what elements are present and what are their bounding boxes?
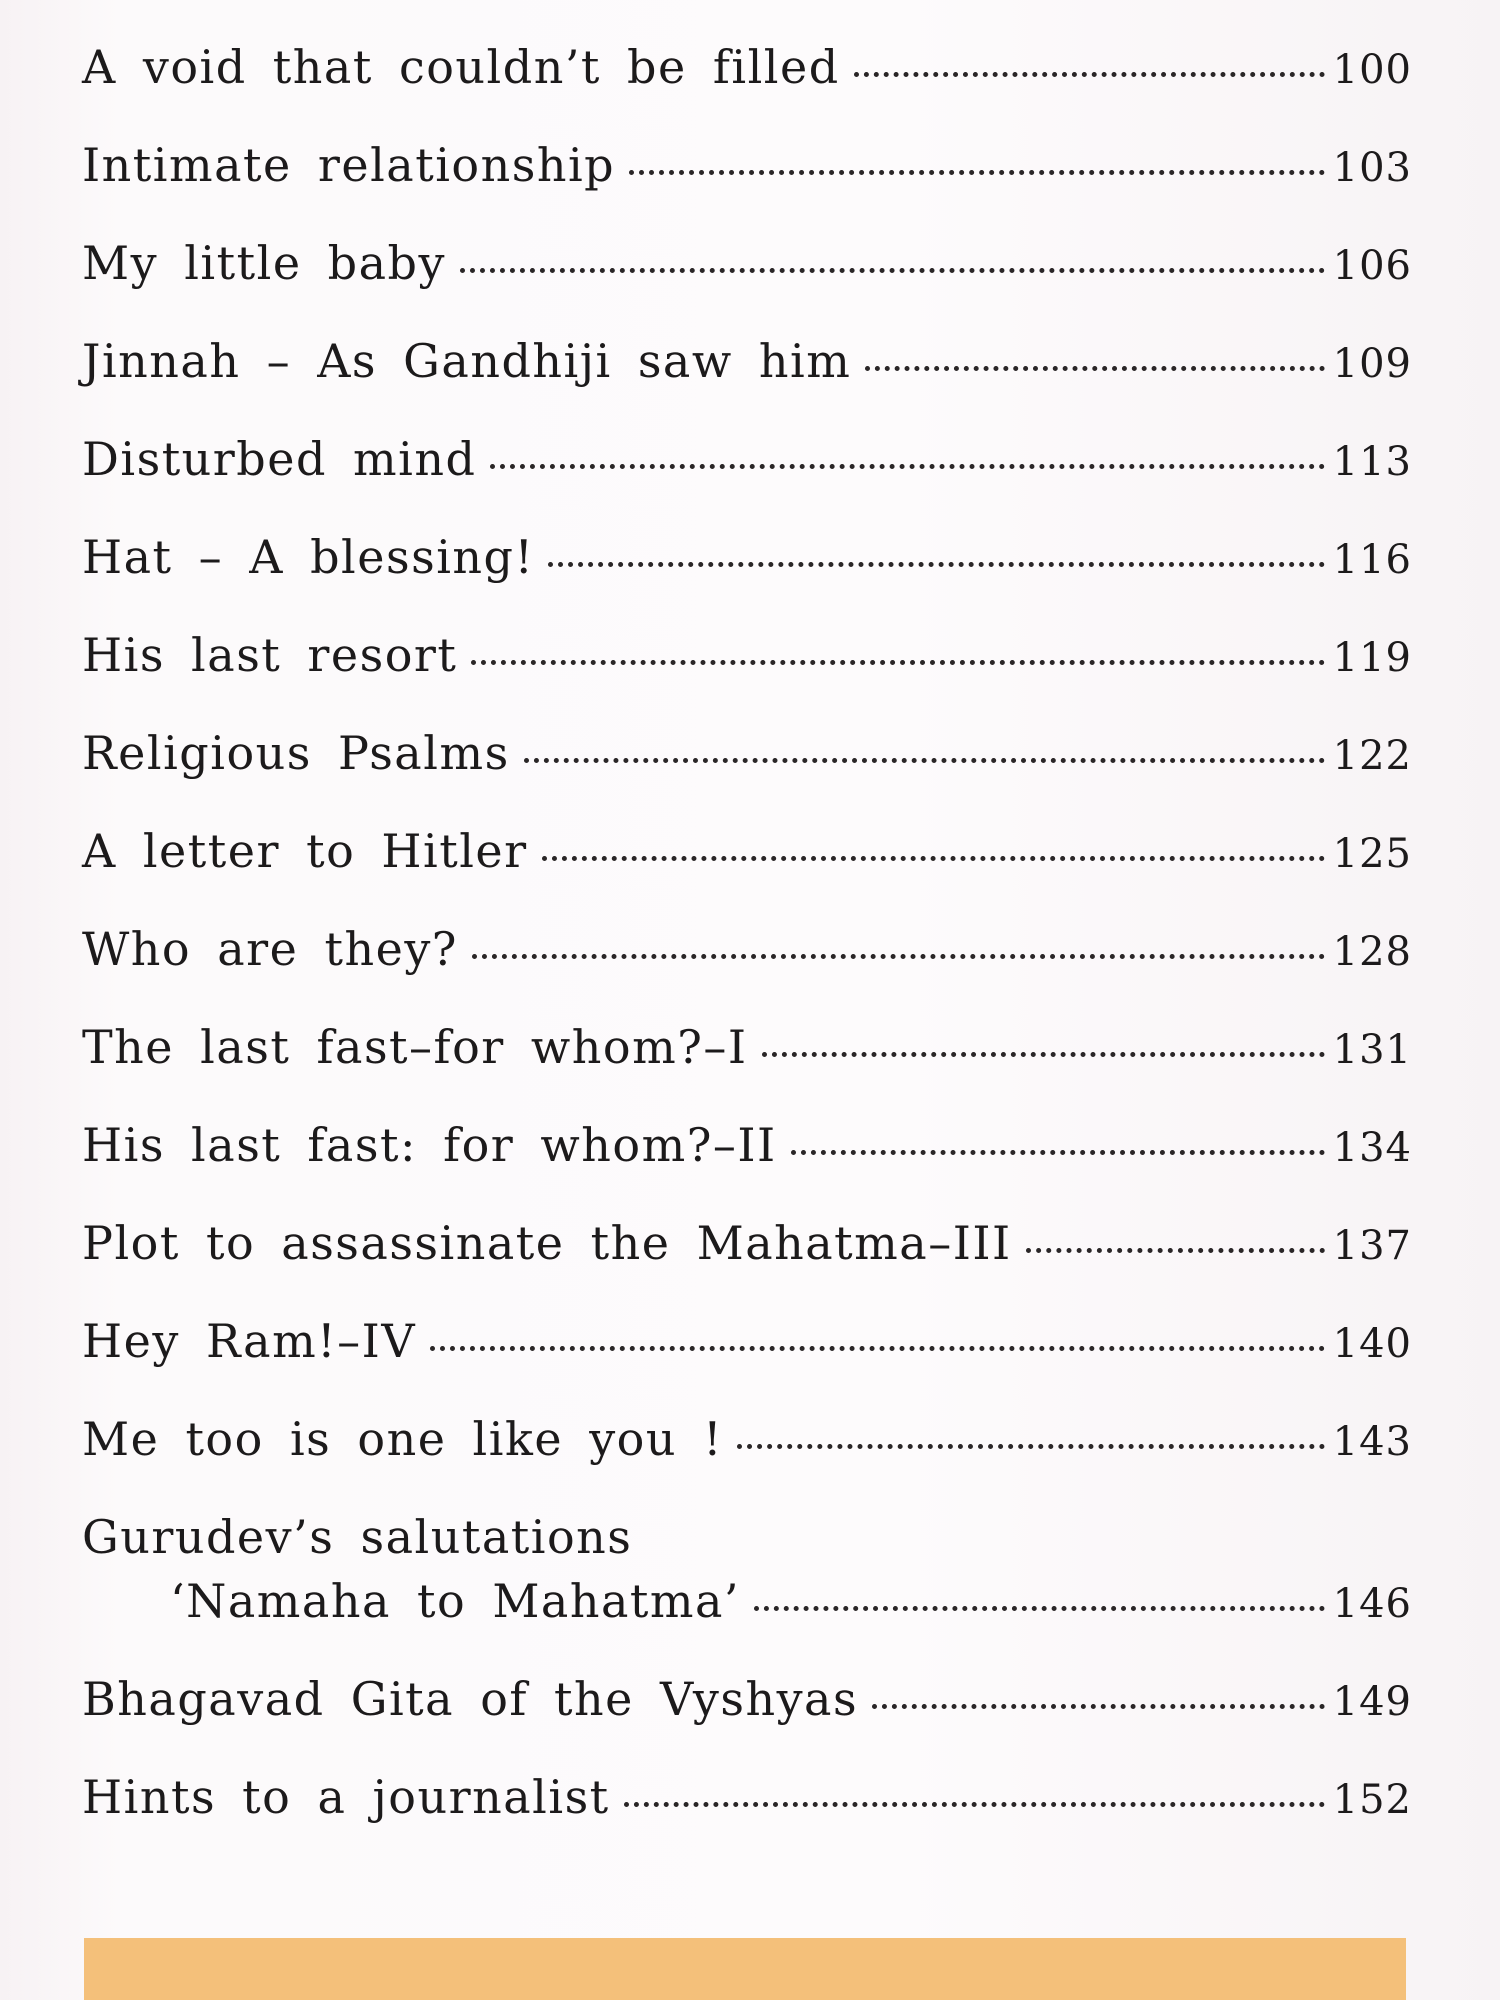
toc-entry-page: 131 xyxy=(1332,1027,1412,1073)
toc-entry-page: 116 xyxy=(1332,537,1412,583)
dot-leader xyxy=(865,366,1324,371)
toc-entry xyxy=(82,1216,1412,1286)
dot-leader xyxy=(471,660,1324,665)
toc-entry xyxy=(82,1118,1412,1188)
toc-entry-title: Religious Psalms xyxy=(82,726,510,780)
dot-leader xyxy=(737,1444,1325,1449)
toc-entry-title: The last fast–for whom?–I xyxy=(82,1020,748,1074)
toc-entry xyxy=(82,40,1412,110)
toc-entry xyxy=(82,1314,1412,1384)
toc-entry xyxy=(82,334,1412,404)
dot-leader xyxy=(872,1704,1325,1709)
toc-entry-page: 100 xyxy=(1332,47,1412,93)
toc-entry-title: Who are they? xyxy=(82,922,458,976)
dot-leader xyxy=(624,1802,1325,1807)
toc-entry-title: Me too is one like you ! xyxy=(82,1412,724,1466)
toc-entry-page: 122 xyxy=(1332,733,1412,779)
toc-entry-page: 143 xyxy=(1332,1419,1412,1465)
toc-entry xyxy=(82,726,1412,796)
toc-entry-page: 113 xyxy=(1332,439,1412,485)
toc-entry-page: 125 xyxy=(1332,831,1412,877)
toc-entry-title: Disturbed mind xyxy=(82,432,477,486)
dot-leader xyxy=(542,856,1325,861)
toc-entry-title: Intimate relationship xyxy=(82,138,616,192)
toc-entry-page: 134 xyxy=(1332,1125,1412,1171)
toc-entry-title: A letter to Hitler xyxy=(82,824,528,878)
toc-entry-title: Hey Ram!–IV xyxy=(82,1314,417,1368)
toc-entry-page: 140 xyxy=(1332,1321,1412,1367)
dot-leader xyxy=(524,758,1325,763)
dot-leader xyxy=(791,1150,1325,1155)
dot-leader xyxy=(854,72,1325,77)
dot-leader xyxy=(472,954,1325,959)
toc-entry-title: His last fast: for whom?–II xyxy=(82,1118,777,1172)
toc-entry xyxy=(82,236,1412,306)
toc-entry xyxy=(82,138,1412,208)
toc-entry-page: 128 xyxy=(1332,929,1412,975)
dot-leader xyxy=(548,562,1324,567)
toc-entry-title: His last resort xyxy=(82,628,458,682)
dot-leader xyxy=(762,1052,1325,1057)
toc-entry xyxy=(82,922,1412,992)
decorative-color-band xyxy=(84,1938,1406,2000)
dot-leader xyxy=(430,1346,1325,1351)
toc-entry-title: Hints to a journalist xyxy=(82,1770,610,1824)
toc-entry xyxy=(82,432,1412,502)
toc-entry xyxy=(82,824,1412,894)
toc-entry-title: Jinnah – As Gandhiji saw him xyxy=(82,334,852,388)
dot-leader xyxy=(460,268,1325,273)
toc-entry xyxy=(82,530,1412,600)
toc-entry-subtitle: ‘Namaha to Mahatma’ xyxy=(170,1574,741,1628)
toc-entry-title: A void that couldn’t be filled xyxy=(82,40,840,94)
toc-entry-page: 106 xyxy=(1332,243,1412,289)
toc-entry-title: Hat – A blessing! xyxy=(82,530,535,584)
toc-entry-page: 103 xyxy=(1332,145,1412,191)
toc-entry-title: Gurudev’s salutations xyxy=(82,1510,633,1564)
dot-leader xyxy=(1026,1248,1325,1253)
toc-entry xyxy=(82,1770,1412,1840)
toc-entry xyxy=(82,1020,1412,1090)
toc-entry-page: 149 xyxy=(1332,1679,1412,1725)
toc-entry-title: Bhagavad Gita of the Vyshyas xyxy=(82,1672,859,1726)
toc-entry-stack xyxy=(82,1510,1412,1628)
dot-leader xyxy=(629,170,1325,175)
toc-entry-continuation xyxy=(82,1574,1412,1628)
toc-entry xyxy=(82,1672,1412,1742)
toc-entry xyxy=(82,1412,1412,1482)
toc-entry-page: 119 xyxy=(1332,635,1412,681)
dot-leader xyxy=(754,1606,1325,1611)
toc-entry-title: My little baby xyxy=(82,236,446,290)
toc-entry xyxy=(82,1510,1412,1650)
toc-entry-page: 146 xyxy=(1332,1581,1412,1627)
toc-entry-title: Plot to assassinate the Mahatma–III xyxy=(82,1216,1012,1270)
dot-leader xyxy=(490,464,1324,469)
toc-entry-page: 109 xyxy=(1332,341,1412,387)
toc-entry-page: 137 xyxy=(1332,1223,1412,1269)
toc-entry-page: 152 xyxy=(1332,1777,1412,1823)
toc-entry xyxy=(82,628,1412,698)
